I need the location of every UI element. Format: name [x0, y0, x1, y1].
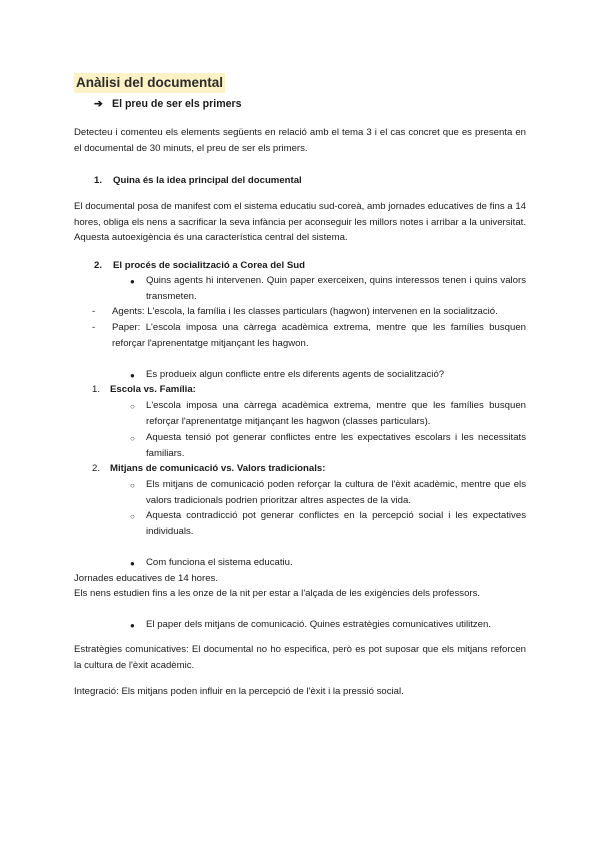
media-integration: Integració: Els mitjans poden influir en la percepció de l'èxit i la pressió social. — [74, 686, 404, 697]
dash-marker: - — [92, 322, 96, 333]
edu-line-1: Jornades educatives de 14 hores. — [74, 573, 218, 584]
circle-bullet-icon: ○ — [130, 481, 135, 490]
sub2-heading: Mitjans de comunicació vs. Valors tradicionals: — [110, 463, 326, 474]
sub1-point-1: L'escola imposa una càrrega acadèmica extrema, mentre que les famílies busquen reforçar l'aprenentatge mitjançant les hagwon (classes particulars). — [146, 400, 526, 427]
document-title: Anàlisi del documental — [74, 73, 225, 93]
bullet-icon: ● — [130, 277, 135, 286]
sub2-point-1: Els mitjans de comunicació poden reforçar la cultura de l'èxit acadèmic, mentre que els valors tradicionals podrien prioritzar altres aspectes de la vida. — [146, 479, 526, 506]
q2-role-answer: Paper: L'escola imposa una càrrega acadèmica extrema, mentre que les famílies busquen reforçar l'aprenentatge mitjançant les hagwon. — [112, 322, 526, 349]
sub2-point-2: Aquesta contradicció pot generar conflictes en la percepció social i les expectatives individuals. — [146, 510, 526, 537]
bullet-icon: ● — [130, 559, 135, 568]
q2-agents-answer: Agents: L'escola, la família i les classes particulars (hagwon) intervenen en la socialització. — [112, 306, 498, 317]
arrow-right-icon: ➔ — [94, 98, 103, 110]
q2-conflict-question: Es produeix algun conflicte entre els diferents agents de socialització? — [146, 369, 445, 380]
intro-paragraph: Detecteu i comenteu els elements següents en relació amb el tema 3 i el cas concret que es presenta en el documental de 30 minuts, el preu de ser els primers. — [74, 127, 526, 154]
sub2-number: 2. — [92, 463, 101, 474]
q2-agents-question: Quins agents hi intervenen. Quin paper exerceixen, quins interessos tenen i quins valors transmeten. — [146, 275, 526, 302]
subtitle-text: El preu de ser els primers — [112, 98, 242, 110]
document-subtitle — [94, 96, 242, 112]
circle-bullet-icon: ○ — [130, 434, 135, 443]
q1-heading: Quina és la idea principal del documental — [113, 175, 302, 186]
circle-bullet-icon: ○ — [130, 402, 135, 411]
sub1-number: 1. — [92, 384, 101, 395]
media-strategies: Estratègies comunicatives: El documental no ho especifica, però es pot suposar que els mitjans reforcen la cultura de l'èxit acadèmic. — [74, 644, 526, 671]
q2-heading: El procés de socialització a Corea del Sud — [113, 260, 305, 271]
circle-bullet-icon: ○ — [130, 512, 135, 521]
q2-number: 2. — [94, 260, 103, 271]
dash-marker: - — [92, 306, 96, 317]
sub1-heading: Escola vs. Família: — [110, 384, 196, 395]
q1-answer: El documental posa de manifest com el sistema educatiu sud-coreà, amb jornades educatives de fins a 14 hores, obliga els nens a sacrificar la seva infància per aconseguir les millors notes i arribar a la universitat. Aquesta autoexigència és una característica central del sistema. — [74, 201, 526, 243]
edu-line-2: Els nens estudien fins a les onze de la nit per estar a l'alçada de les exigències dels professors. — [74, 588, 481, 599]
edu-question: Com funciona el sistema educatiu. — [146, 557, 293, 568]
media-question: El paper dels mitjans de comunicació. Quines estratègies comunicatives utilitzen. — [146, 619, 492, 630]
bullet-icon: ● — [130, 371, 135, 380]
bullet-icon: ● — [130, 621, 135, 630]
sub1-point-2: Aquesta tensió pot generar conflictes entre les expectatives escolars i les necessitats familiars. — [146, 432, 526, 459]
q1-number: 1. — [94, 175, 103, 186]
